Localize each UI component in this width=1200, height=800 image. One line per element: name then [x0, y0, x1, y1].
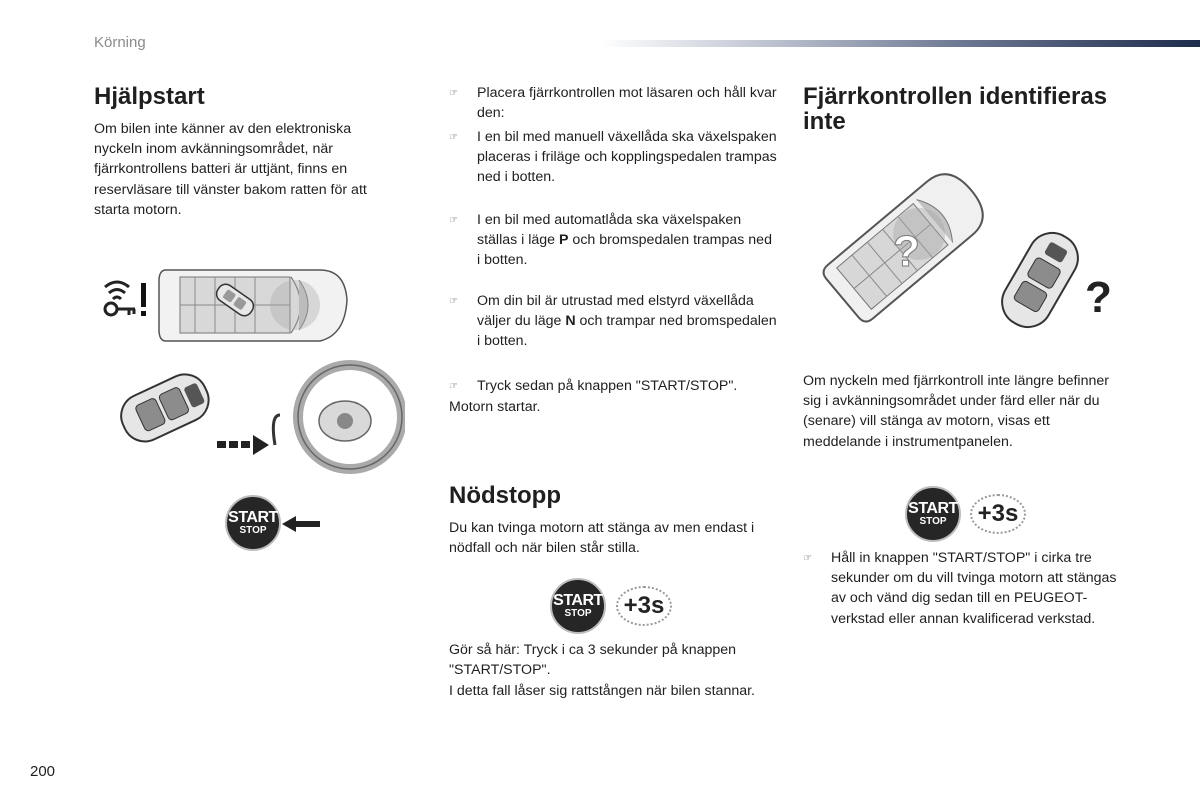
heading-fjarrkontrollen: Fjärrkontrollen identifieras inte [803, 83, 1108, 136]
key-not-detected-body: Om nyckeln med fjärrkontroll inte längre befinner sig i avkänningsområdet under färd eller när du (senare) vill stänga av motorn, visas ett meddelande i instrumentpanelen. [803, 373, 1109, 450]
car-top-view-illustration [95, 255, 355, 355]
engine-starts-text: Motorn startar. [449, 399, 541, 415]
bullet-item-4: ☞ Om din bil är utrustad med elstyrd växellåda väljer du läge N och trampar ned bromspedalen i botten. [449, 293, 777, 350]
header-gradient-bar [600, 40, 1200, 47]
finger-pointer-icon: ☞ [449, 381, 458, 392]
key-to-reader-illustration [105, 355, 405, 485]
section-label: Körning [94, 34, 146, 51]
plus-three-seconds-icon: +3s [616, 586, 672, 626]
heading-hjalpstart: Hjälpstart [94, 83, 205, 110]
finger-pointer-icon: ☞ [449, 88, 458, 99]
start-stop-button-icon [225, 495, 281, 551]
stop-label: STOP [239, 525, 267, 536]
heading-nodstopp: Nödstopp [449, 482, 561, 509]
bullet-item-col3: ☞ Håll in knappen "START/STOP" i cirka tre sekunder om du vill tvinga motorn att stängas av och vänd dig sedan till en PEUGEOT-verkstad eller annan kvalificerad verkstad. [803, 550, 1117, 627]
keyless-warning-icon [105, 282, 135, 315]
hjalpstart-body: Om bilen inte känner av den elektroniska nyckeln inom avkänningsområdet, när fjärrkontrollens batteri är uttjänt, finns en reservläsare till vänster bakom ratten för att starta motorn. [94, 121, 367, 218]
finger-pointer-icon: ☞ [449, 132, 458, 143]
question-mark-icon: ? [1085, 273, 1112, 322]
howto-text: Gör så här: Tryck i ca 3 sekunder på knappen "START/STOP". [449, 642, 737, 679]
bullet-item-3: ☞ I en bil med automatlåda ska växelspaken ställas i läge P och bromspedalen trampas ned i botten. [449, 212, 772, 269]
finger-pointer-icon: ☞ [449, 296, 458, 307]
start-label: START [228, 509, 278, 526]
gear-mode-letter: P [559, 232, 569, 249]
arrow-left-icon [282, 514, 322, 534]
finger-pointer-icon: ☞ [803, 553, 812, 564]
start-stop-button-icon: START STOP [550, 578, 606, 634]
bullet-item-5: ☞ Tryck sedan på knappen "START/STOP". [449, 376, 779, 396]
finger-pointer-icon: ☞ [449, 215, 458, 226]
gear-mode-letter: N [565, 313, 576, 330]
plus-three-seconds-icon: +3s [970, 494, 1026, 534]
question-mark-icon: ? [893, 227, 920, 276]
bullet-item-1: ☞ Placera fjärrkontrollen mot läsaren och håll kvar den: [449, 85, 777, 122]
start-stop-button-icon: START STOP [905, 486, 961, 542]
nodstopp-body: Du kan tvinga motorn att stänga av men endast i nödfall och när bilen står stilla. [449, 520, 755, 557]
car-key-not-detected-illustration [815, 160, 1125, 350]
lock-note-text: I detta fall låser sig rattstången när bilen stannar. [449, 683, 756, 699]
bullet-item-2: ☞ I en bil med manuell växellåda ska växelspaken placeras i friläge och kopplingspedalen trampas ned i botten. [449, 129, 777, 186]
page-number: 200 [30, 763, 56, 780]
